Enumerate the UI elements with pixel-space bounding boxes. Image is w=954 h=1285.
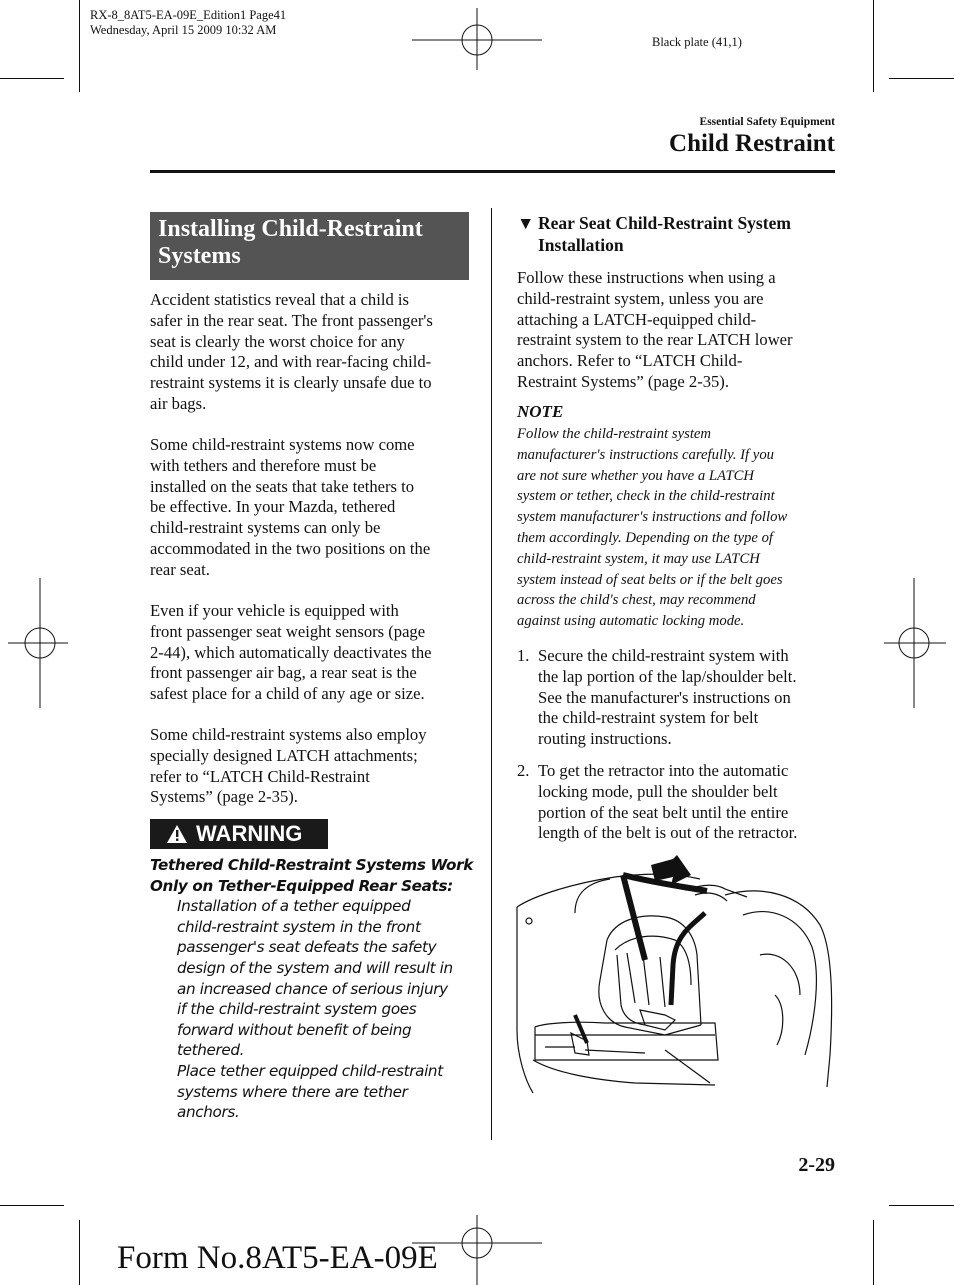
- text-line: manufacturer's instructions carefully. If you: [517, 446, 775, 463]
- page-number: 2-29: [798, 1154, 835, 1176]
- page-title: Child Restraint: [669, 130, 835, 157]
- warning-triangle-icon: [166, 824, 188, 844]
- paragraph: [517, 268, 837, 393]
- text-line: See the manufacturer's instructions on: [538, 687, 791, 707]
- text-line: specially designed LATCH attachments;: [150, 745, 418, 765]
- crop-mark: [889, 78, 954, 79]
- paragraph: [150, 725, 472, 808]
- text-line: child-restraint systems can only be: [150, 518, 381, 538]
- text-line: Some child-restraint systems also employ: [150, 725, 427, 744]
- text-line: Place tether equipped child-restraint: [177, 1061, 443, 1080]
- child-seat-illustration: [515, 855, 835, 1095]
- note-label: NOTE: [517, 402, 564, 421]
- text-line: them accordingly. Depending on the type of: [517, 529, 774, 546]
- warning-label: WARNING: [196, 821, 303, 846]
- warning-heading: Tethered Child-Restraint Systems Work: [150, 856, 473, 874]
- section-heading-line: Installing Child-Restraint: [158, 216, 423, 242]
- header-rule: [150, 170, 835, 173]
- column-divider: [491, 208, 492, 1140]
- text-line: safest place for a child of any age or size.: [150, 684, 425, 704]
- text-line: seat is clearly the worst choice for any: [150, 331, 405, 351]
- text-line: 2-44), which automatically deactivates the: [150, 642, 432, 662]
- list-item: [517, 761, 842, 844]
- crop-mark: [0, 1205, 64, 1206]
- text-line: are not sure whether you have a LATCH: [517, 467, 755, 484]
- text-line: Installation of a tether equipped: [177, 897, 411, 916]
- text-line: child under 12, and with rear-facing child-: [150, 352, 432, 372]
- text-line: Even if your vehicle is equipped with: [150, 601, 399, 620]
- text-line: system or tether, check in the child-restraint: [517, 488, 775, 505]
- text-line: against using automatic locking mode.: [517, 613, 745, 630]
- crop-mark: [79, 0, 80, 92]
- paragraph: [150, 435, 472, 581]
- crop-mark: [889, 1205, 954, 1206]
- text-line: installed on the seats that take tethers to: [150, 476, 415, 496]
- text-line: be effective. In your Mazda, tethered: [150, 497, 396, 517]
- text-line: Some child-restraint systems now come: [150, 435, 415, 454]
- text-line: routing instructions.: [538, 729, 672, 749]
- text-line: safer in the rear seat. The front passenger's: [150, 310, 433, 330]
- registration-mark-icon: [8, 578, 68, 708]
- print-meta-date: Wednesday, April 15 2009 10:32 AM: [90, 23, 277, 37]
- text-line: tethered.: [177, 1041, 245, 1060]
- crop-mark: [873, 1220, 874, 1285]
- warning-heading: Only on Tether-Equipped Rear Seats:: [150, 876, 453, 895]
- crop-mark: [0, 78, 64, 79]
- text-line: child-restraint system, unless you are: [517, 288, 764, 308]
- subsection-heading: [517, 212, 842, 256]
- list-number: 2.: [517, 761, 530, 780]
- text-line: anchors. Refer to “LATCH Child-: [517, 351, 743, 371]
- section-heading: [150, 212, 469, 280]
- text-line: portion of the seat belt until the entire: [538, 802, 789, 822]
- crop-mark: [873, 0, 874, 92]
- text-line: if the child-restraint system goes: [177, 1000, 417, 1019]
- text-line: restraint systems it is clearly unsafe due to: [150, 373, 432, 393]
- text-line: the lap portion of the lap/shoulder belt.: [538, 666, 797, 686]
- text-line: child-restraint system in the front: [177, 917, 421, 936]
- paragraph: [150, 601, 472, 705]
- text-line: length of the belt is out of the retractor.: [538, 823, 798, 843]
- text-line: the child-restraint system for belt: [538, 708, 759, 728]
- text-line: an increased chance of serious injury: [177, 979, 448, 998]
- registration-mark-icon: [884, 578, 946, 708]
- section-label: Essential Safety Equipment: [699, 116, 835, 128]
- text-line: attaching a LATCH-equipped child-: [517, 309, 757, 329]
- crop-mark: [79, 1220, 80, 1285]
- text-line: system instead of seat belts or if the belt goes: [517, 571, 783, 588]
- text-line: front passenger seat weight sensors (page: [150, 621, 426, 641]
- text-line: Follow the child-restraint system: [517, 426, 712, 442]
- text-line: air bags.: [150, 393, 207, 413]
- text-line: with tethers and therefore must be: [150, 455, 377, 475]
- subsection-heading-line: Rear Seat Child-Restraint System: [538, 213, 791, 233]
- list-item: [517, 646, 842, 750]
- warning-badge: [150, 819, 328, 849]
- warning-text: [150, 855, 480, 1123]
- text-line: Systems” (page 2-35).: [150, 787, 298, 807]
- text-line: systems where there are tether: [177, 1082, 408, 1101]
- text-line: Restraint Systems” (page 2-35).: [517, 371, 729, 391]
- plate-label: Black plate (41,1): [652, 35, 742, 49]
- text-line: anchors.: [177, 1103, 240, 1122]
- text-line: refer to “LATCH Child-Restraint: [150, 766, 370, 786]
- text-line: accommodated in the two positions on the: [150, 538, 431, 558]
- text-line: passenger's seat defeats the safety: [177, 938, 437, 957]
- print-meta: [90, 8, 286, 38]
- text-line: front passenger air bag, a rear seat is the: [150, 663, 417, 683]
- registration-mark-icon: [412, 8, 542, 70]
- subsection-heading-line: Installation: [538, 235, 624, 255]
- text-line: locking mode, pull the shoulder belt: [538, 781, 778, 801]
- text-line: Accident statistics reveal that a child is: [150, 290, 409, 309]
- text-line: design of the system and will result in: [177, 958, 453, 977]
- form-number: Form No.8AT5-EA-09E: [117, 1240, 438, 1276]
- list-number: 1.: [517, 646, 530, 665]
- text-line: system manufacturer's instructions and follow: [517, 509, 788, 526]
- triangle-marker-icon: ▼: [517, 213, 535, 233]
- text-line: across the child's chest, may recommend: [517, 592, 756, 609]
- print-meta-file: RX-8_8AT5-EA-09E_Edition1 Page41: [90, 8, 287, 22]
- note-text: [517, 424, 837, 632]
- text-line: Secure the child-restraint system with: [538, 646, 789, 665]
- text-line: restraint system to the rear LATCH lower: [517, 330, 793, 350]
- text-line: child-restraint system, it may use LATCH: [517, 550, 760, 567]
- paragraph: [150, 290, 472, 415]
- warning-body: [150, 896, 480, 1123]
- text-line: To get the retractor into the automatic: [538, 761, 789, 780]
- text-line: rear seat.: [150, 559, 210, 579]
- text-line: Follow these instructions when using a: [517, 268, 776, 287]
- section-heading-line: Systems: [158, 243, 241, 269]
- text-line: forward without benefit of being: [177, 1020, 412, 1039]
